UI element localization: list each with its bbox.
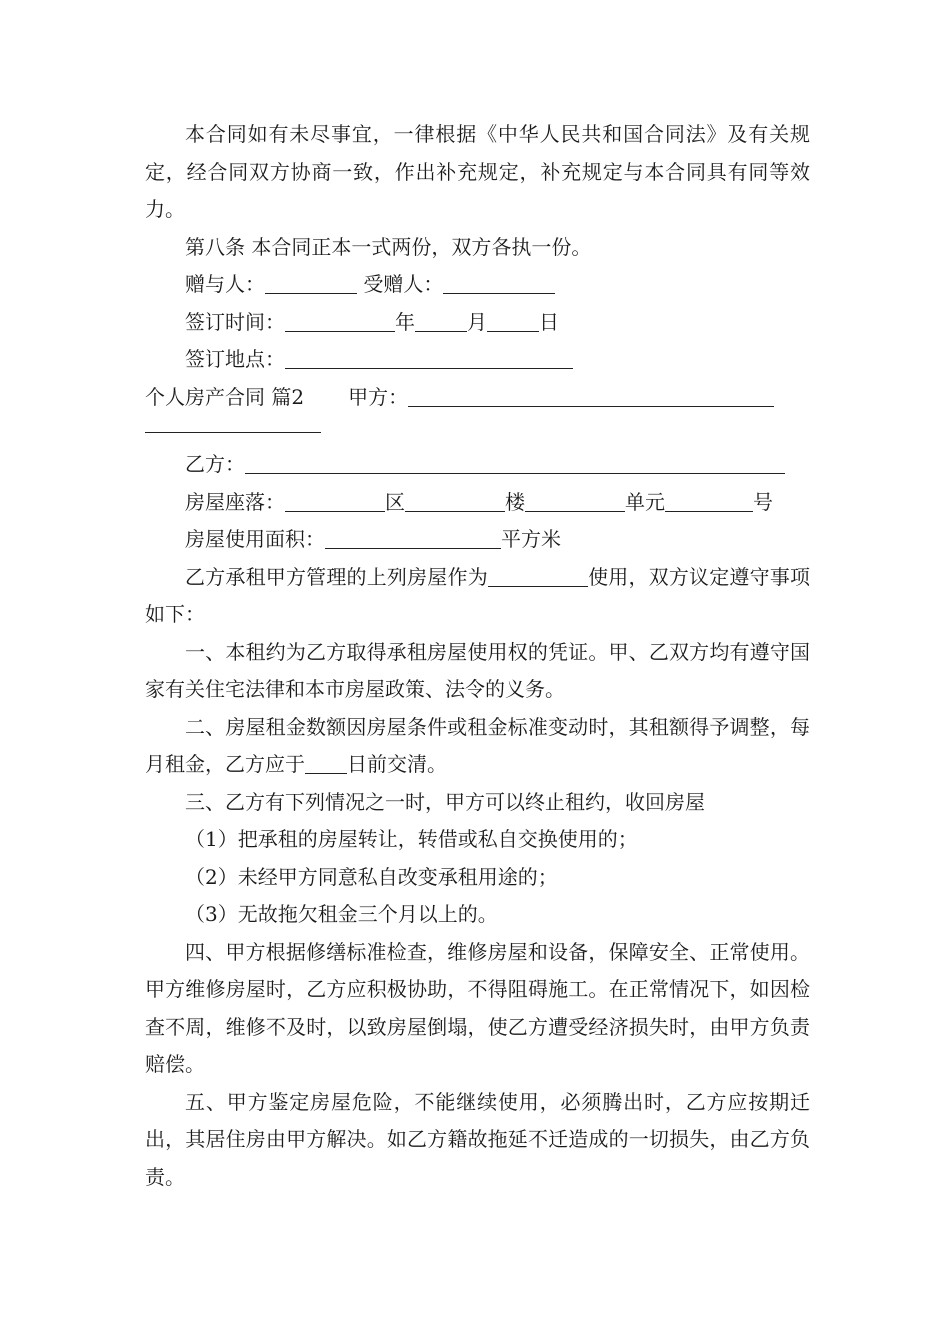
- building-text: 楼: [505, 489, 525, 514]
- item-three-sub-one: （1）把承租的房屋转让，转借或私自交换使用的；: [185, 827, 638, 851]
- item-three-sub-three: （3）无故拖欠租金三个月以上的。: [185, 902, 498, 926]
- usage-post: 使用，双方议定遵守事项如下：: [145, 564, 811, 626]
- location-label: 房屋座落：: [185, 489, 285, 514]
- donee-blank: [443, 273, 555, 294]
- sign-place-blank: [285, 348, 573, 369]
- unit-text: 单元: [625, 489, 665, 514]
- party-a-label: 甲方：: [348, 384, 409, 409]
- item-three: 三、乙方有下列情况之一时，甲方可以终止租约，收回房屋: [185, 789, 705, 814]
- signature-parties-line: [145, 266, 810, 304]
- section2-title: 个人房产合同 篇2: [145, 384, 305, 409]
- supplement-clause: 本合同如有未尽事宜，一律根据《中华人民共和国合同法》及有关规定，经合同双方协商一致，作出补充规定，补充规定与本合同具有同等效力。: [145, 122, 810, 221]
- sign-place-label: 签订地点：: [185, 347, 285, 371]
- usage-pre: 乙方承租甲方管理的上列房屋作为: [185, 564, 488, 589]
- article-eight: 第八条 本合同正本一式两份，双方各执一份。: [185, 234, 592, 259]
- item-three-sub-two: （2）未经甲方同意私自改变承租用途的；: [185, 864, 558, 889]
- location-line: [145, 484, 810, 522]
- building-blank: [405, 491, 505, 512]
- area-line: [145, 521, 810, 559]
- item-four: 四、甲方根据修缮标准检查，维修房屋和设备，保障安全、正常使用。甲方维修房屋时，乙方应积极协助，不得阻碍施工。在正常情况下，如因检查不周，维修不及时，以致房屋倒塌，使乙方遭受经济损失时，由甲方负责赔偿。: [145, 939, 810, 1076]
- sign-time-label: 签订时间：: [185, 309, 285, 334]
- usage-blank: [488, 566, 588, 587]
- day-text: 日: [539, 309, 559, 334]
- number-text: 号: [753, 489, 773, 514]
- item-two: [145, 709, 810, 784]
- day-blank: [487, 311, 539, 332]
- document-body: [145, 116, 810, 1196]
- year-blank: [285, 311, 395, 332]
- unit-blank: [525, 491, 625, 512]
- area-unit: 平方米: [501, 527, 561, 551]
- item-one: 一、本租约为乙方取得承租房屋使用权的凭证。甲、乙双方均有遵守国家有关住宅法律和本市房屋政策、法令的义务。: [145, 639, 810, 701]
- district-text: 区: [385, 489, 405, 514]
- party-a-blank: [408, 386, 774, 407]
- item-five: 五、甲方鉴定房屋危险，不能继续使用，必须腾出时，乙方应按期迁出，其居住房由甲方解决。如乙方籍故拖延不迁造成的一切损失，由乙方负责。: [145, 1089, 810, 1189]
- item-two-pre: 二、房屋租金数额因房屋条件或租金标准变动时，其租额得予调整，每月租金，乙方应于: [145, 714, 810, 776]
- month-blank: [415, 311, 467, 332]
- year-text: 年: [395, 309, 415, 334]
- number-blank: [665, 491, 753, 512]
- usage-clause: [145, 559, 810, 634]
- sign-place-line: [145, 341, 810, 379]
- section2-title-line: [145, 379, 810, 417]
- donee-label: 受赠人：: [363, 272, 444, 296]
- donor-blank: [265, 273, 357, 294]
- area-blank: [325, 528, 501, 549]
- district-blank: [285, 491, 385, 512]
- item-two-post: 日前交清。: [347, 752, 447, 776]
- donor-label: 赠与人：: [185, 272, 265, 296]
- party-b-line: [145, 446, 810, 484]
- party-b-blank: [245, 453, 785, 474]
- sign-time-line: [145, 304, 810, 342]
- rent-day-blank: [305, 753, 347, 774]
- party-b-label: 乙方：: [185, 452, 245, 476]
- area-label: 房屋使用面积：: [185, 527, 325, 551]
- month-text: 月: [467, 309, 487, 334]
